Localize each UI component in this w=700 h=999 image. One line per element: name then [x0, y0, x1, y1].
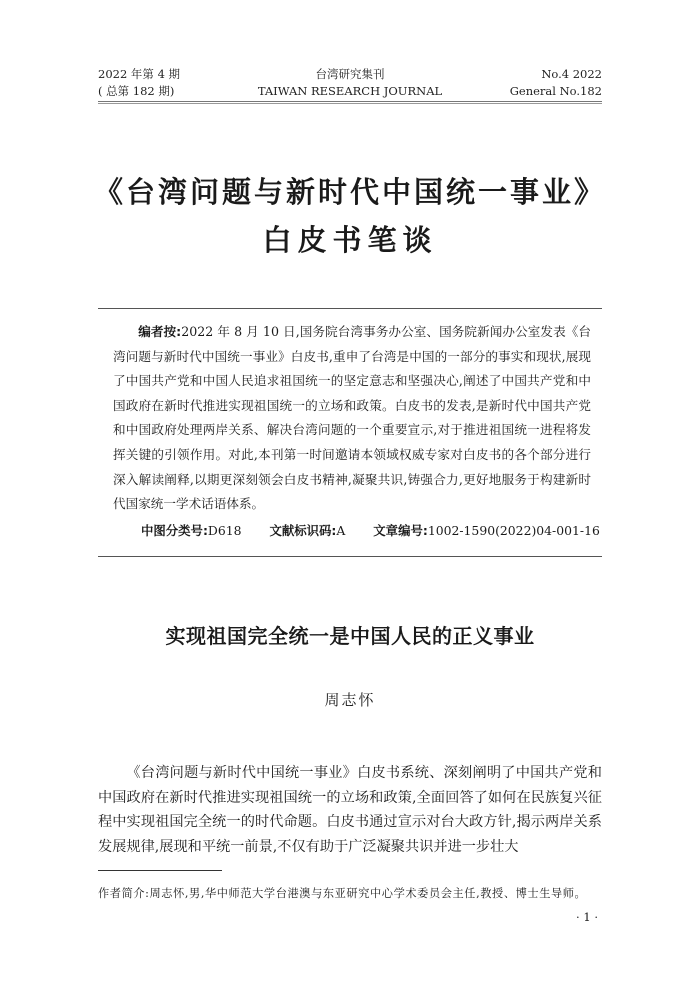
article-metadata [141, 521, 600, 541]
editor-note-bottom-rule [98, 556, 602, 557]
editor-note-top-rule [98, 308, 602, 309]
doc-code-value: A [336, 523, 346, 538]
page-number: · 1 · [576, 910, 598, 924]
article-title: 实现祖国完全统一是中国人民的正义事业 [165, 624, 535, 648]
header-journal-cn: 台湾研究集刊 [315, 67, 385, 81]
header-issue-year: 2022 年第 4 期 [98, 67, 181, 81]
editor-note [113, 320, 591, 517]
header-journal [200, 66, 500, 100]
header-number-general: General No.182 [509, 84, 602, 98]
header-rule [98, 101, 602, 104]
editor-note-label: 编者按: [138, 324, 182, 339]
footnote-rule [98, 870, 222, 871]
doc-code-label: 文献标识码: [269, 523, 337, 538]
column-title-line2: 白皮书笔谈 [262, 223, 438, 257]
article-body [98, 761, 602, 859]
header-issue [98, 66, 180, 100]
author-footnote: 作者简介:周志怀,男,华中师范大学台港澳与东亚研究中心学术委员会主任,教授、博士生导师。 [98, 887, 587, 900]
column-title-line1: 《台湾问题与新时代中国统一事业》 [93, 175, 606, 209]
header-number-year: No.4 2022 [541, 67, 602, 81]
clc-value: D618 [207, 523, 242, 538]
clc-label: 中图分类号: [141, 523, 208, 538]
header-issue-total: ( 总第 182 期) [98, 84, 175, 98]
article-no-label: 文章编号: [373, 523, 428, 538]
header-number [510, 66, 602, 100]
article-no-value: 1002-1590(2022)04-001-16 [427, 523, 600, 538]
article-author: 周志怀 [324, 691, 376, 709]
header-journal-en: TAIWAN RESEARCH JOURNAL [257, 84, 443, 98]
editor-note-text: 2022 年 8 月 10 日,国务院台湾事务办公室、国务院新闻办公室发表《台湾问题与新时代中国统一事业》白皮书,重申了台湾是中国的一部分的事实和现状,展现了中国共产党和中国人民追求祖国统一的坚定意志和坚强决心,阐述了中国共产党和中国政府在新时代推进实现祖国统一的立场和政策。白皮书的发表,是新时代中国共产党和中国政府处理两岸关系、解决台湾问题的一个重要宣示,对于推进祖国统一进程将发挥关键的引领作用。对此,本刊第一时间邀请本领域权威专家对白皮书的各个部分进行深入解读阐释,以期更深刻领会白皮书精神,凝聚共识,铸强合力,更好地服务于构建新时代国家统一学术话语体系。 [113, 324, 592, 512]
body-paragraph: 《台湾问题与新时代中国统一事业》白皮书系统、深刻阐明了中国共产党和中国政府在新时代推进实现祖国统一的立场和政策,全面回答了如何在民族复兴征程中实现祖国完全统一的时代命题。白皮书通过宣示对台大政方针,揭示两岸关系发展规律,展现和平统一前景,不仅有助于广泛凝聚共识并进一步壮大 [98, 765, 602, 855]
